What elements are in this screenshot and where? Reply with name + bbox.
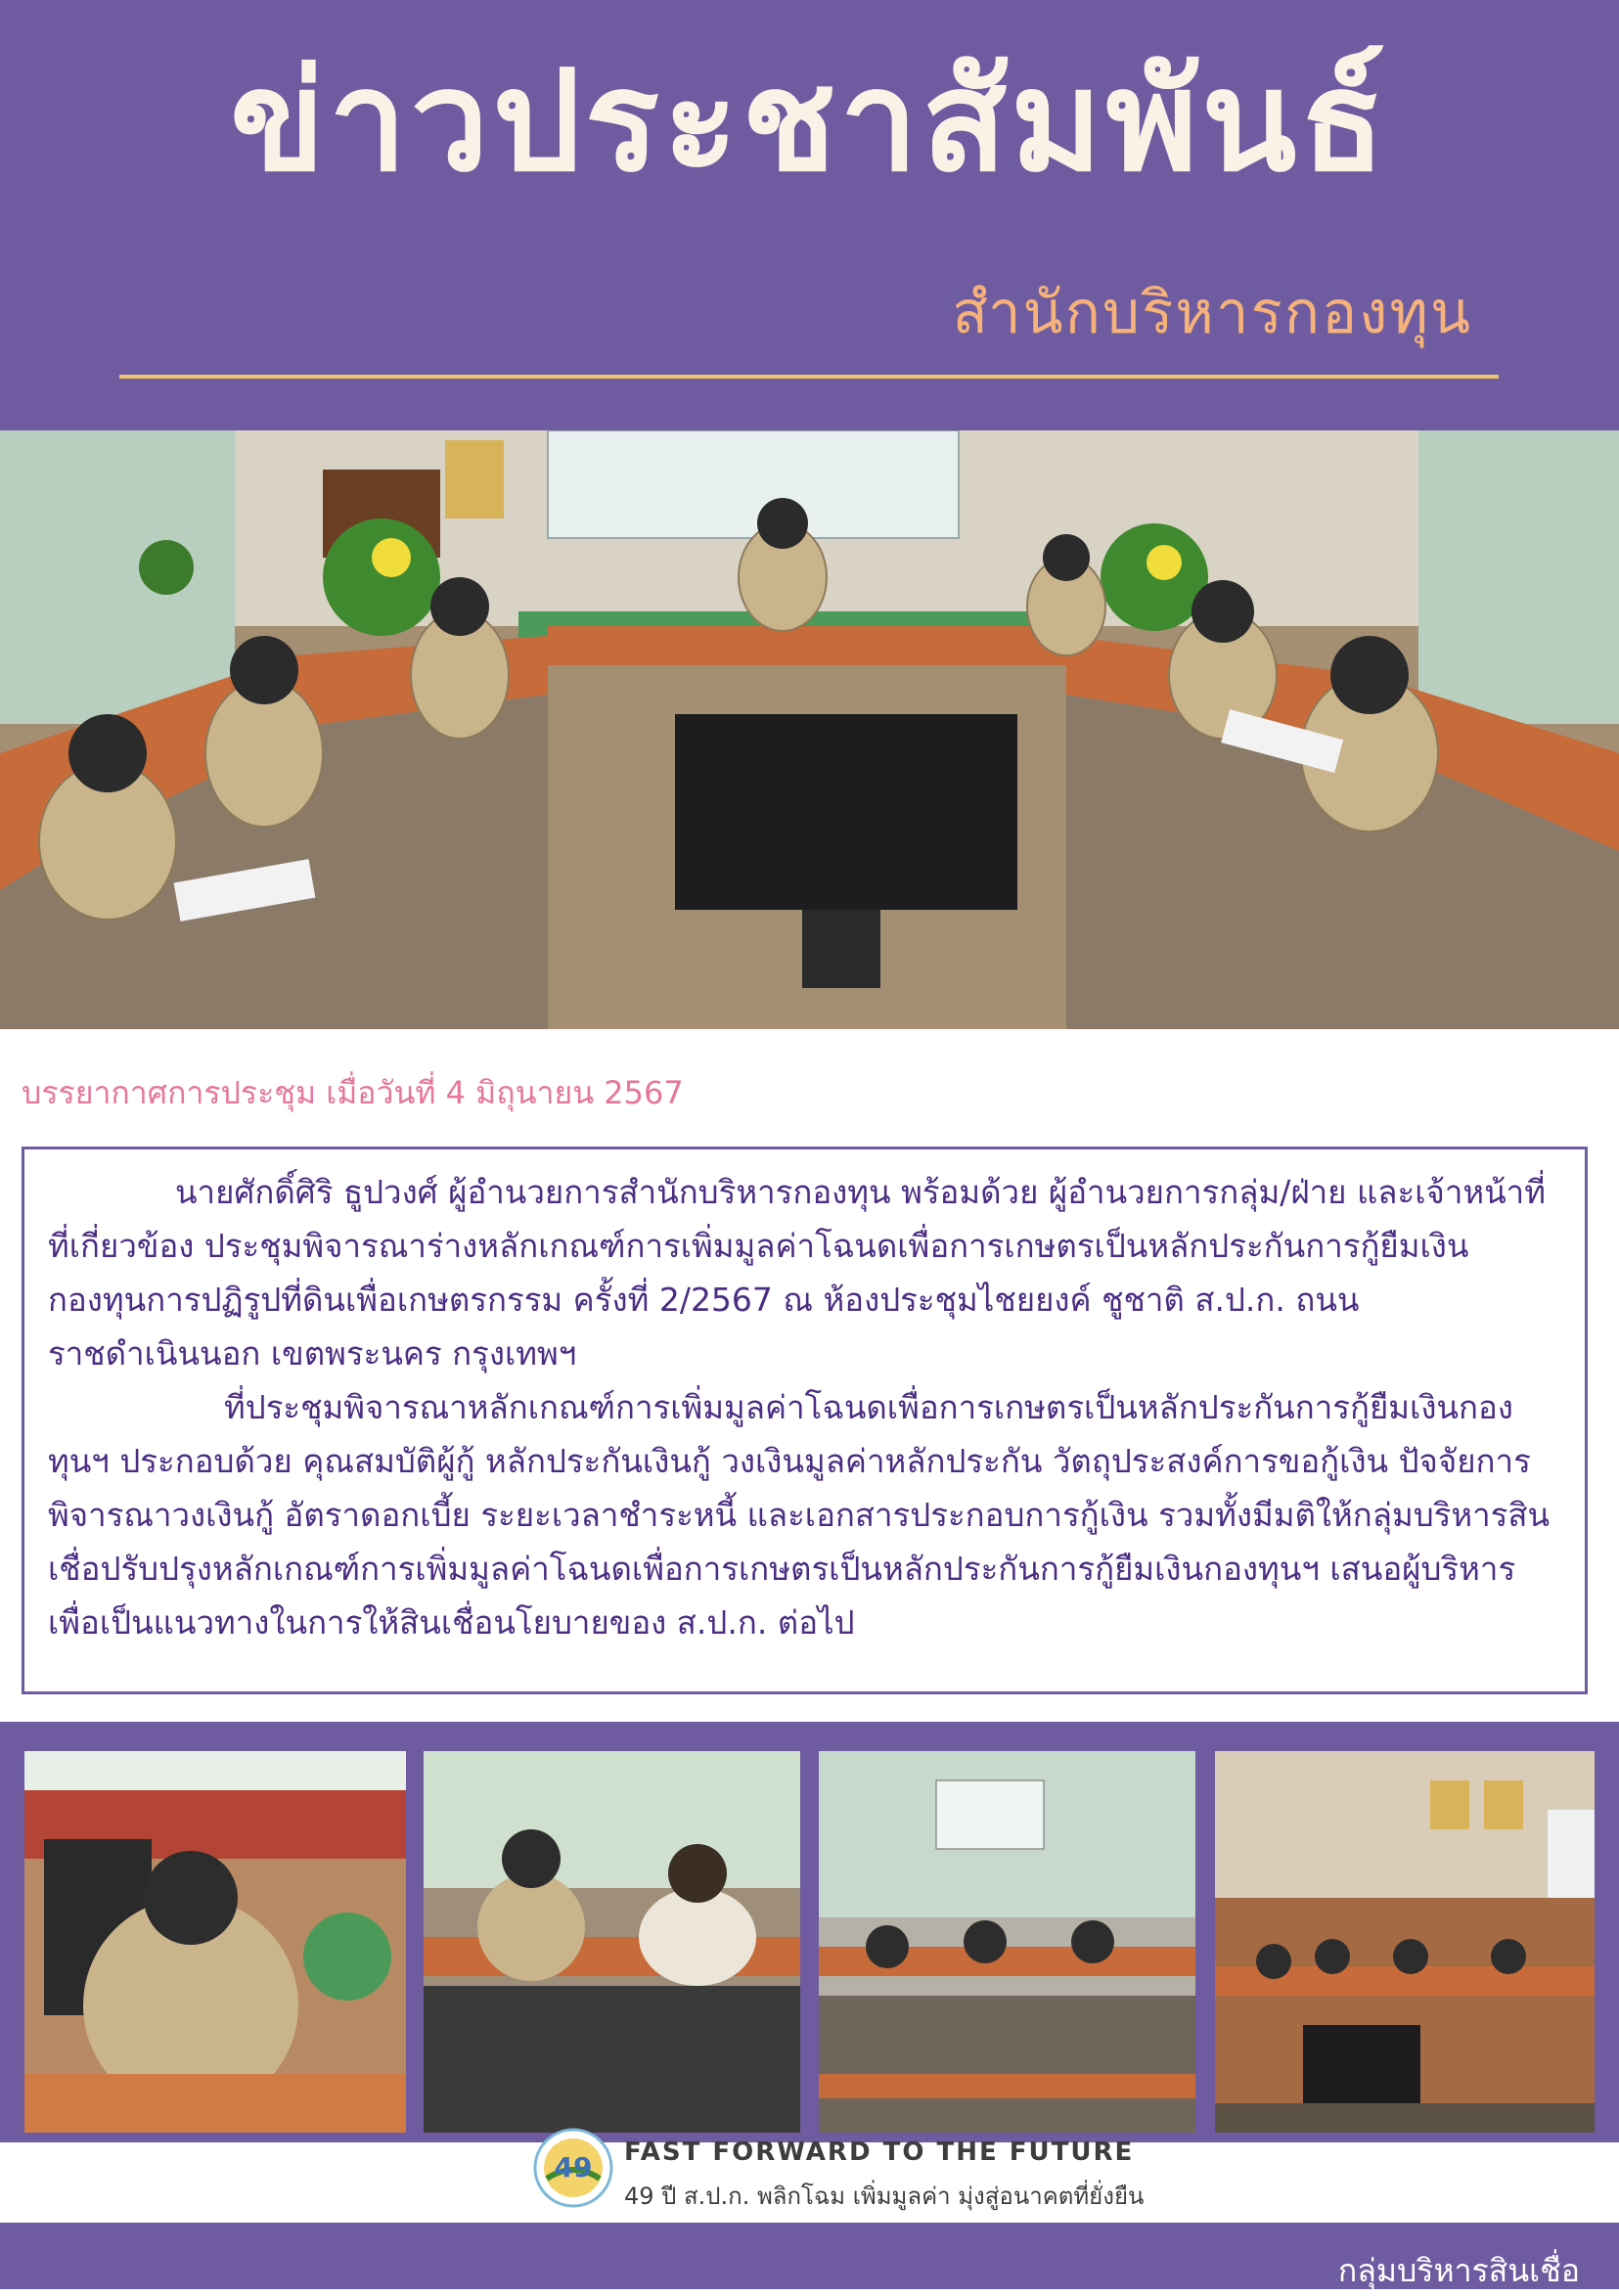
page-subtitle: สำนักบริหารกองทุน <box>952 279 1472 347</box>
header-divider <box>119 375 1499 379</box>
logo-number: 49 <box>554 2151 593 2183</box>
gallery-photo-2 <box>424 1751 800 2133</box>
photo-caption: บรรยากาศการประชุม เมื่อวันที่ 4 มิถุนายน 2567 <box>22 1074 684 1111</box>
slogan-english: FAST FORWARD TO THE FUTURE <box>624 2138 1135 2167</box>
header-banner <box>0 0 1619 430</box>
gallery-photo-1 <box>24 1751 406 2133</box>
gallery-photo-3 <box>819 1751 1195 2133</box>
anniversary-49-logo <box>533 2128 613 2208</box>
main-meeting-photo <box>0 430 1619 1029</box>
gallery-photo-4 <box>1215 1751 1595 2133</box>
body-paragraph-1: นายศักดิ์ศิริ ธูปวงศ์ ผู้อำนวยการสำนักบริหารกองทุน พร้อมด้วย ผู้อำนวยการกลุ่ม/ฝ่าย และเจ้าหน้าที่ที่เกี่ยวข้อง ประชุมพิจารณาร่างหลักเกณฑ์การเพิ่มมูลค่าโฉนดเพื่อการเกษตรเป็นหลักประกันการกู้ยืมเงินกองทุนการปฏิรูปที่ดินเพื่อเกษตรกรรม ครั้งที่ 2/2567 ณ ห้องประชุมไชยยงค์ ชูชาติ ส.ป.ก. ถนนราชดำเนินนอก เขตพระนคร กรุงเทพฯ <box>48 1173 1546 1373</box>
page-title: ข่าวประชาสัมพันธ์ <box>230 41 1389 203</box>
news-body <box>22 1147 1588 1694</box>
department-name: กลุ่มบริหารสินเชื่อ <box>1337 2252 1580 2289</box>
body-paragraph-2: ที่ประชุมพิจารณาหลักเกณฑ์การเพิ่มมูลค่าโฉนดเพื่อการเกษตรเป็นหลักประกันการกู้ยืมเงินกองทุนฯ ประกอบด้วย คุณสมบัติผู้กู้ หลักประกันเงินกู้ วงเงินมูลค่าหลักประกัน วัตถุประสงค์การขอกู้เงิน ปัจจัยการพิจารณาวงเงินกู้ อัตราดอกเบี้ย ระยะเวลาชำระหนี้ และเอกสารประกอบการกู้เงิน รวมทั้งมีมติให้กลุ่มบริหารสินเชื่อปรับปรุงหลักเกณฑ์การเพิ่มมูลค่าโฉนดเพื่อการเกษตรเป็นหลักประกันการกู้ยืมเงินกองทุนฯ เสนอผู้บริหารเพื่อเป็นแนวทางในการให้สินเชื่อนโยบายของ ส.ป.ก. ต่อไป <box>48 1388 1551 1642</box>
slogan-thai: 49 ปี ส.ป.ก. พลิกโฉม เพิ่มมูลค่า มุ่งสู่อนาคตที่ยั่งยืน <box>624 2183 1145 2210</box>
